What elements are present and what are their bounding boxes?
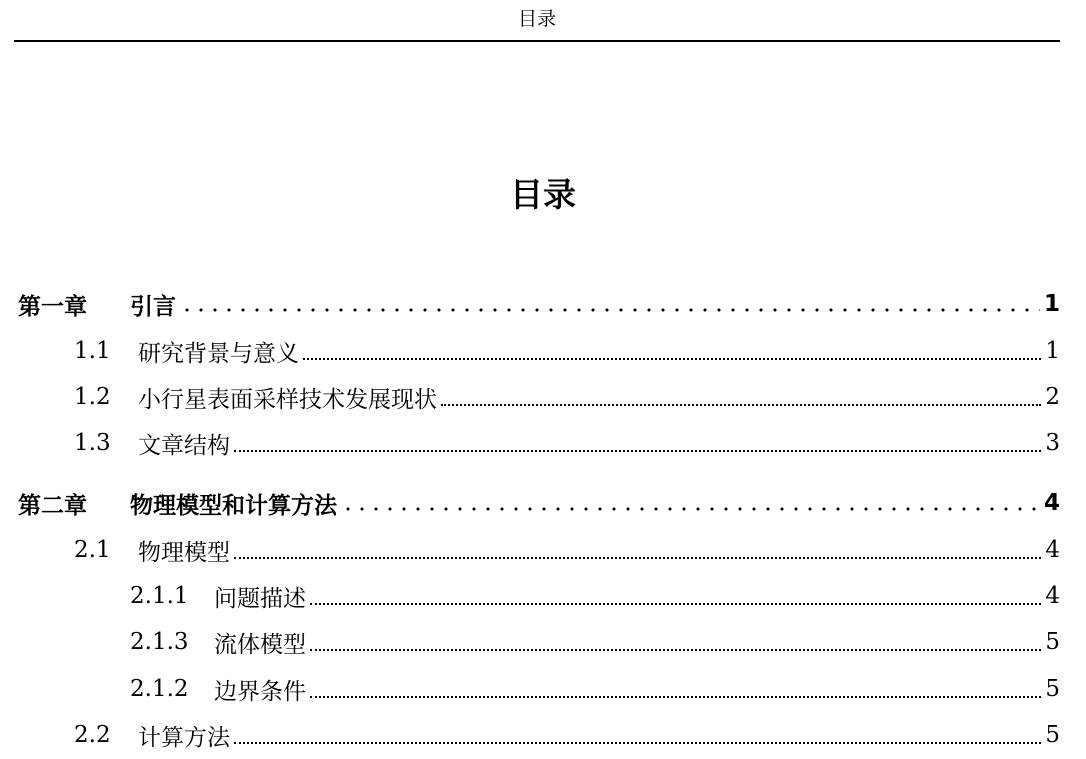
dot-leader [341,498,1040,512]
dot-leader [234,436,1041,452]
toc-entry-section-2-2[interactable] [0,715,1060,755]
running-header-title: 目录 [517,8,556,30]
toc-entry-chapter-1[interactable] [0,284,1060,324]
dot-leader [441,390,1041,406]
toc-entry-title: 物理模型和计算方法 [130,492,337,519]
dot-leader [310,682,1041,698]
toc-entry-number: 2.2 [74,722,111,748]
toc-entry-page: 2 [1045,384,1060,410]
toc-entry-page: 5 [1045,629,1060,655]
toc-title: 目录 [510,175,576,214]
toc-entry-number: 1.2 [74,384,111,410]
toc-entry-title: 小行星表面采样技术发展现状 [138,386,437,413]
toc-entry-number: 2.1.2 [130,676,189,702]
running-header [14,0,1060,42]
toc-entry-section-1-1[interactable] [0,331,1060,371]
toc-entry-section-2-1[interactable] [0,530,1060,570]
toc-entry-section-1-3[interactable] [0,423,1060,463]
toc-entry-page: 4 [1045,537,1060,563]
toc-entry-page: 3 [1045,430,1060,456]
toc-entry-subsection-2-1-3[interactable] [0,622,1060,662]
toc-entry-page: 4 [1043,490,1060,516]
toc-entry-title: 流体模型 [214,631,306,658]
toc-entry-subsection-2-1-2[interactable] [0,669,1060,709]
toc-entry-page: 5 [1045,676,1060,702]
toc-entry-title: 研究背景与意义 [138,340,299,367]
dot-leader [310,589,1041,605]
toc-entry-number: 2.1.1 [130,583,189,609]
toc-entry-title: 问题描述 [214,585,306,612]
dot-leader [180,299,1040,313]
toc-entry-page: 1 [1045,338,1060,364]
dot-leader [234,543,1041,559]
toc-entry-title: 边界条件 [214,678,306,705]
toc-entry-title: 物理模型 [138,539,230,566]
toc-entry-title: 文章结构 [138,432,230,459]
toc-entry-title: 引言 [130,293,176,320]
toc-entry-number: 1.1 [74,338,111,364]
toc-entry-page: 1 [1043,291,1060,317]
toc-entry-number: 2.1 [74,537,111,563]
toc-entry-number: 第二章 [18,492,87,519]
toc-entry-title: 计算方法 [138,724,230,751]
toc-entry-section-1-2[interactable] [0,377,1060,417]
toc-entry-page: 4 [1045,583,1060,609]
dot-leader [234,728,1041,744]
toc-entry-number: 第一章 [18,293,87,320]
toc-entry-chapter-2[interactable] [0,483,1060,523]
toc-entry-subsection-2-1-1[interactable] [0,576,1060,616]
toc-entry-number: 2.1.3 [130,629,189,655]
dot-leader [310,635,1041,651]
toc-entry-page: 5 [1045,722,1060,748]
toc-entry-number: 1.3 [74,430,111,456]
dot-leader [303,344,1041,360]
